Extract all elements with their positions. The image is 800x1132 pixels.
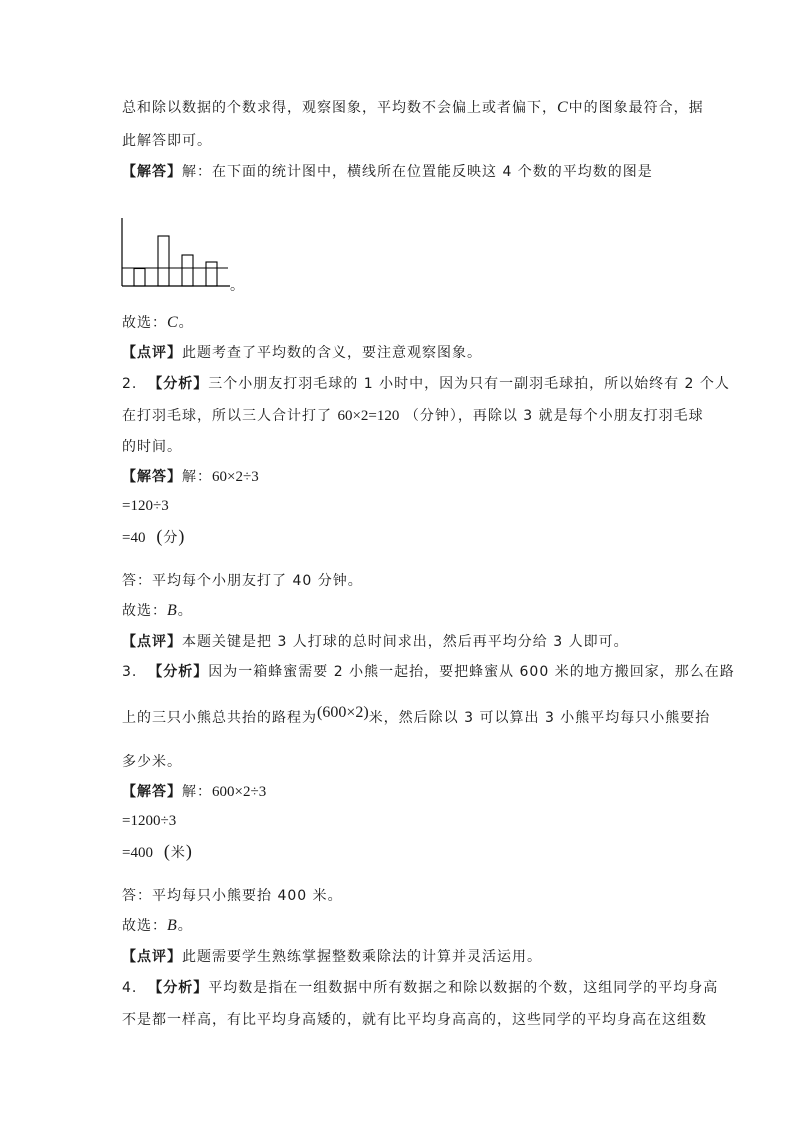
q2-eq3: =40 <box>122 530 146 546</box>
q1-answer-line <box>122 162 653 182</box>
q2-eq1: 60×2÷3 <box>212 469 259 485</box>
q2-analysis-line3: 的时间。 <box>122 439 182 455</box>
q1-choice-var: C <box>167 314 179 331</box>
q3-analysis-tag: 【分析】 <box>148 664 209 680</box>
q3-choice-var: B <box>167 917 178 934</box>
q1-analysis-var: C <box>557 99 569 116</box>
q3-number: 3. <box>122 664 138 680</box>
q2-choice-line <box>122 601 193 621</box>
q1-comment-line <box>122 343 482 363</box>
q2-choice-suffix: 。 <box>177 603 193 619</box>
q3-eq3: =400 <box>122 845 153 861</box>
q2-analysis-line1 <box>122 374 730 394</box>
q1-choice-suffix: 。 <box>178 315 194 331</box>
q3-eq1: 600×2÷3 <box>212 784 267 800</box>
q3-choice-suffix: 。 <box>177 918 193 934</box>
q3-analysis-text2b: 米，然后除以 3 可以算出 3 小熊平均每只小熊要抬 <box>368 710 711 726</box>
q3-eq3-paren-open: ( <box>163 841 171 861</box>
q3-answer-tag: 【解答】 <box>122 784 182 800</box>
q2-eq2: =120÷3 <box>122 498 169 514</box>
q4-analysis-line1 <box>122 978 718 998</box>
q2-eq3-paren-open: ( <box>156 526 164 546</box>
q4-number: 4. <box>122 980 138 996</box>
q3-eq3-line <box>122 841 193 863</box>
q2-answer-tag: 【解答】 <box>122 469 182 485</box>
q1-analysis-text2: 中的图象最符合，据 <box>568 100 704 116</box>
q3-choice-prefix: 故选： <box>122 918 167 934</box>
q2-analysis-text2b: （分钟），再除以 3 就是每个小朋友打羽毛球 <box>404 408 704 424</box>
q1-answer-tag: 【解答】 <box>122 164 182 180</box>
q1-comment-tag: 【点评】 <box>122 345 182 361</box>
q2-answer-line <box>122 467 259 487</box>
q2-eq3-paren-close: ) <box>178 526 186 546</box>
q3-analysis-line3: 多少米。 <box>122 754 182 770</box>
q3-analysis-text1: 因为一箱蜂蜜需要 2 小熊一起抬，要把蜂蜜从 600 米的地方搬回家，那么在路 <box>208 664 735 680</box>
q1-answer-text: 解：在下面的统计图中，横线所在位置能反映这 4 个数的平均数的图是 <box>182 164 653 180</box>
q1-average-chart <box>120 218 245 290</box>
q3-answer-lead: 解： <box>182 784 212 800</box>
q2-answer-lead: 解： <box>182 469 212 485</box>
chart-bar-2 <box>158 236 169 286</box>
chart-bar-4 <box>206 262 217 286</box>
q3-analysis-line1 <box>122 662 735 682</box>
q2-comment-line <box>122 632 629 652</box>
q2-reply: 答：平均每个小朋友打了 40 分钟。 <box>122 573 363 589</box>
q3-reply: 答：平均每只小熊要抬 400 米。 <box>122 888 343 904</box>
q3-comment-tag: 【点评】 <box>122 949 182 965</box>
q2-eq3-line <box>122 526 185 548</box>
chart-bar-1 <box>134 269 145 287</box>
chart-bar-3 <box>182 255 193 286</box>
q3-choice-line <box>122 916 193 936</box>
q3-comment-line <box>122 947 542 967</box>
q2-analysis-text2a: 在打羽毛球，所以三人合计打了 <box>122 408 332 424</box>
q1-analysis-text: 总和除以数据的个数求得，观察图象，平均数不会偏上或者偏下， <box>122 100 557 116</box>
q4-analysis-tag: 【分析】 <box>148 980 209 996</box>
q3-comment-text: 此题需要学生熟练掌握整数乘除法的计算并灵活运用。 <box>182 949 542 965</box>
q3-analysis-math: (600×2) <box>317 704 369 721</box>
q2-comment-text: 本题关键是把 3 人打球的总时间求出，然后再平均分给 3 人即可。 <box>182 634 629 650</box>
q1-comment-text: 此题考查了平均数的含义，要注意观察图象。 <box>182 345 482 361</box>
q3-eq3-paren-close: ) <box>185 841 193 861</box>
q3-analysis-text2a: 上的三只小熊总共抬的路程为 <box>122 710 317 726</box>
q1-analysis-line1 <box>122 98 704 118</box>
q2-eq3-unit: 分 <box>163 530 179 546</box>
q2-analysis-line2 <box>122 406 704 426</box>
q3-eq2: =1200÷3 <box>122 813 177 829</box>
q1-figure-period: 。 <box>230 278 245 294</box>
q2-choice-prefix: 故选： <box>122 603 167 619</box>
q1-choice-prefix: 故选： <box>122 315 167 331</box>
q4-analysis-line2: 不是都一样高，有比平均身高矮的，就有比平均身高高的，这些同学的平均身高在这组数 <box>122 1012 707 1028</box>
q4-analysis-text1: 平均数是指在一组数据中所有数据之和除以数据的个数，这组同学的平均身高 <box>208 980 719 996</box>
q2-number: 2. <box>122 376 138 392</box>
q2-choice-var: B <box>167 602 178 619</box>
q2-analysis-math: 60×2=120 <box>337 408 400 424</box>
q1-analysis-line2: 此解答即可。 <box>122 133 212 149</box>
q2-comment-tag: 【点评】 <box>122 634 182 650</box>
q1-choice-line <box>122 313 194 333</box>
q3-analysis-line2 <box>122 704 711 728</box>
q2-analysis-tag: 【分析】 <box>148 376 209 392</box>
q2-analysis-text1: 三个小朋友打羽毛球的 1 小时中，因为只有一副羽毛球拍，所以始终有 2 个人 <box>208 376 730 392</box>
q3-eq3-unit: 米 <box>170 845 186 861</box>
q3-answer-line <box>122 782 266 802</box>
